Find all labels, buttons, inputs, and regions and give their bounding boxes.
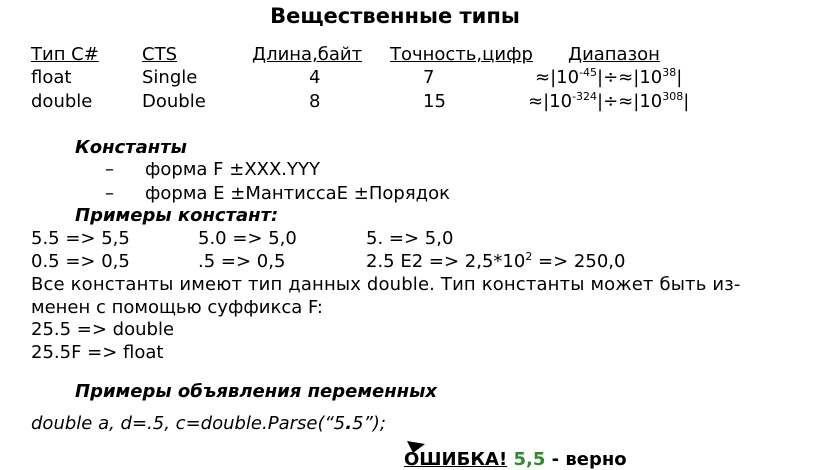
- header-range: Диапазон: [568, 44, 660, 65]
- correct-value: 5,5: [513, 449, 546, 470]
- example-1-1: 5.5 => 5,5: [31, 228, 130, 249]
- dash-mark: –: [105, 183, 114, 204]
- row-double-cts: Double: [142, 91, 206, 112]
- example-1-2: 5.0 => 5,0: [198, 228, 297, 249]
- row-float-length: 4: [309, 67, 321, 88]
- examples-heading: Примеры констант:: [75, 205, 279, 226]
- page-title: Вещественные типы: [270, 4, 520, 28]
- bullet-form-f: – форма F ±XXX.YYY: [105, 159, 321, 180]
- header-precision: Точность,цифр: [390, 44, 533, 65]
- declarations-heading: Примеры объявления переменных: [75, 381, 438, 402]
- row-float-cts: Single: [142, 67, 198, 88]
- code-declaration: double a, d=.5, c=double.Parse(“5.5”);: [31, 413, 386, 434]
- example-2-2: .5 => 0,5: [198, 251, 286, 272]
- row-double-precision: 15: [423, 91, 446, 112]
- row-float-cs: float: [31, 67, 72, 88]
- row-float-precision: 7: [423, 67, 435, 88]
- row-double-cs: double: [31, 91, 93, 112]
- error-note: [404, 449, 627, 470]
- header-length: Длина,байт: [252, 44, 363, 65]
- example-2-1: 0.5 => 0,5: [31, 251, 130, 272]
- example-1-3: 5. => 5,0: [366, 228, 454, 249]
- constants-heading: Константы: [75, 137, 187, 158]
- header-cs-type: Тип C#: [31, 44, 99, 65]
- row-double-length: 8: [309, 91, 321, 112]
- paragraph-line-1: Все константы имеют тип данных double. Тип константы может быть из-: [31, 274, 741, 295]
- example-2-3: 2.5 $E2 => 2,5*10^2 => 250,0$: [366, 250, 626, 272]
- header-cts: CTS: [142, 44, 177, 65]
- row-double-range: $\approx|10^{-324}|\div\approx|10^{308}|$: [528, 90, 690, 112]
- example-float: 25.5F => float: [31, 342, 164, 363]
- paragraph-line-2: менен с помощью суффикса F:: [31, 297, 323, 318]
- dash-mark: –: [105, 159, 114, 180]
- correct-suffix: - верно: [545, 449, 627, 470]
- bullet-form-e: – форма E ±МантиссаE ±Порядок: [105, 183, 450, 204]
- row-float-range: $\approx|10^{-45}|\div\approx|10^{38}|$: [535, 66, 683, 88]
- example-double: 25.5 => double: [31, 319, 175, 340]
- error-label: ОШИБКА!: [404, 449, 508, 470]
